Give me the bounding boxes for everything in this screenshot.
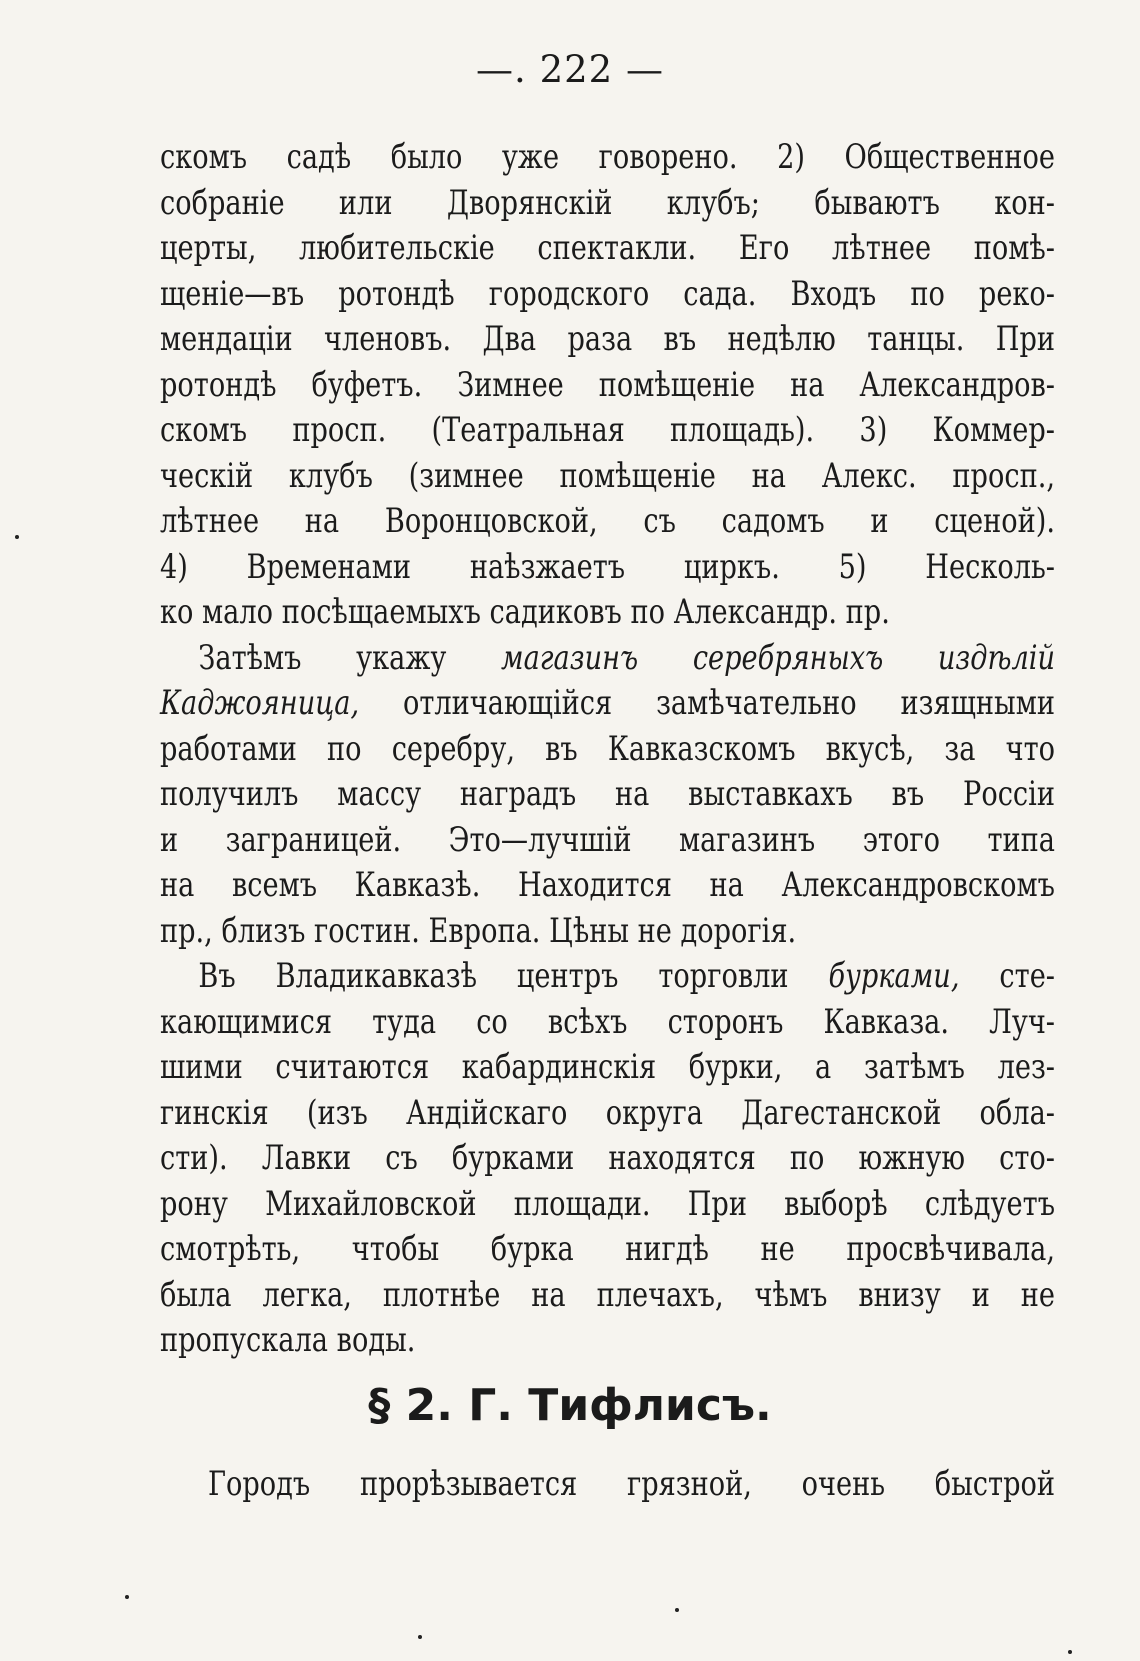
text-line	[160, 1318, 1055, 1364]
line-text: сти). Лавки съ бурками находятся по южную сто-	[160, 1138, 1055, 1178]
text-line	[160, 363, 1055, 409]
line-text: ко мало посѣщаемыхъ садиковъ по Александр. пр.	[160, 592, 890, 632]
final-line-text: Городъ прорѣзывается грязной, очень быстрой	[208, 1464, 1055, 1504]
print-speck	[1068, 1650, 1072, 1654]
line-text: гинскія (изъ Андійскаго округа Дагестанской обла-	[160, 1092, 1055, 1133]
italic-text: бурками,	[828, 956, 960, 996]
line-text: смотрѣть, чтобы бурка нигдѣ не просвѣчивала,	[160, 1229, 1055, 1269]
line-text: собраніе или Дворянскій клубъ; бываютъ кон-	[160, 182, 1055, 223]
text-line	[160, 590, 1055, 636]
line-text: ротондѣ буфетъ. Зимнее помѣщеніе на Александров-	[160, 364, 1055, 405]
text-line	[160, 272, 1055, 318]
text-line	[160, 499, 1055, 545]
text-line	[160, 818, 1055, 864]
text-line	[160, 1227, 1055, 1273]
line-text: скомъ садѣ было уже говорено. 2) Общественное	[160, 137, 1055, 177]
line-text: щеніе—въ ротондѣ городского сада. Входъ по реко-	[160, 273, 1055, 314]
line-text: Въ Владикавказѣ центръ торговли	[198, 956, 829, 996]
text-line	[160, 1000, 1055, 1046]
body-text	[160, 135, 1055, 1364]
text-line	[160, 863, 1055, 909]
text-line	[160, 408, 1055, 454]
line-text: пр., близъ гостин. Европа. Цѣны не дорогія.	[160, 910, 797, 951]
text-line	[160, 727, 1055, 773]
text-line	[160, 681, 1055, 727]
italic-text: Каджояница,	[160, 683, 360, 723]
line-text: на всемъ Кавказѣ. Находится на Александровскомъ	[160, 865, 1055, 905]
text-line	[160, 772, 1055, 818]
text-line	[160, 454, 1055, 500]
line-text: пропускала воды.	[160, 1320, 416, 1360]
line-text: ческій клубъ (зимнее помѣщеніе на Алекс. просп.,	[160, 455, 1055, 496]
text-line	[160, 545, 1055, 591]
italic-text: магазинъ серебряныхъ издѣлій	[501, 637, 1056, 678]
text-line	[160, 1182, 1055, 1228]
print-speck	[15, 535, 19, 539]
text-line	[160, 317, 1055, 363]
text-line	[160, 1136, 1055, 1182]
line-text: рону Михайловской площади. При выборѣ слѣдуетъ	[160, 1183, 1055, 1224]
text-line	[160, 1045, 1055, 1091]
final-line	[208, 1460, 1055, 1508]
line-text: мендаціи членовъ. Два раза въ недѣлю танцы. При	[160, 319, 1055, 359]
text-line	[160, 1273, 1055, 1319]
line-text: лѣтнее на Воронцовской, съ садомъ и сценой).	[160, 501, 1055, 541]
line-text: была легка, плотнѣе на плечахъ, чѣмъ внизу и не	[160, 1274, 1055, 1315]
line-text: сте-	[959, 956, 1055, 996]
text-line	[160, 909, 1055, 955]
line-text: Затѣмъ укажу	[198, 637, 502, 678]
text-line	[160, 636, 1055, 682]
print-speck	[125, 1595, 129, 1599]
text-line	[160, 1091, 1055, 1137]
text-line	[160, 181, 1055, 227]
line-text: церты, любительскіе спектакли. Его лѣтнее помѣ-	[160, 228, 1055, 268]
line-text: и заграницей. Это—лучшій магазинъ этого типа	[160, 819, 1055, 860]
line-text: получилъ массу наградъ на выставкахъ въ Россіи	[160, 774, 1055, 814]
text-line	[160, 954, 1055, 1000]
line-text: кающимися туда со всѣхъ сторонъ Кавказа. Луч-	[160, 1001, 1055, 1042]
print-speck	[675, 1608, 679, 1612]
text-line	[160, 226, 1055, 272]
line-text: шими считаются кабардинскія бурки, а затѣмъ лез-	[160, 1047, 1055, 1087]
line-text: отличающійся замѣчательно изящными	[359, 683, 1055, 723]
line-text: 4) Временами наѣзжаетъ циркъ. 5) Несколь-	[160, 546, 1055, 587]
section-heading: § 2. Г. Тифлисъ.	[368, 1380, 772, 1431]
print-speck	[418, 1635, 422, 1639]
text-line	[160, 135, 1055, 181]
page-number: —. 222 —	[476, 48, 664, 91]
line-text: скомъ просп. (Театральная площадь). 3) Коммер-	[160, 410, 1055, 450]
line-text: работами по серебру, въ Кавказскомъ вкусѣ, за что	[160, 728, 1055, 769]
